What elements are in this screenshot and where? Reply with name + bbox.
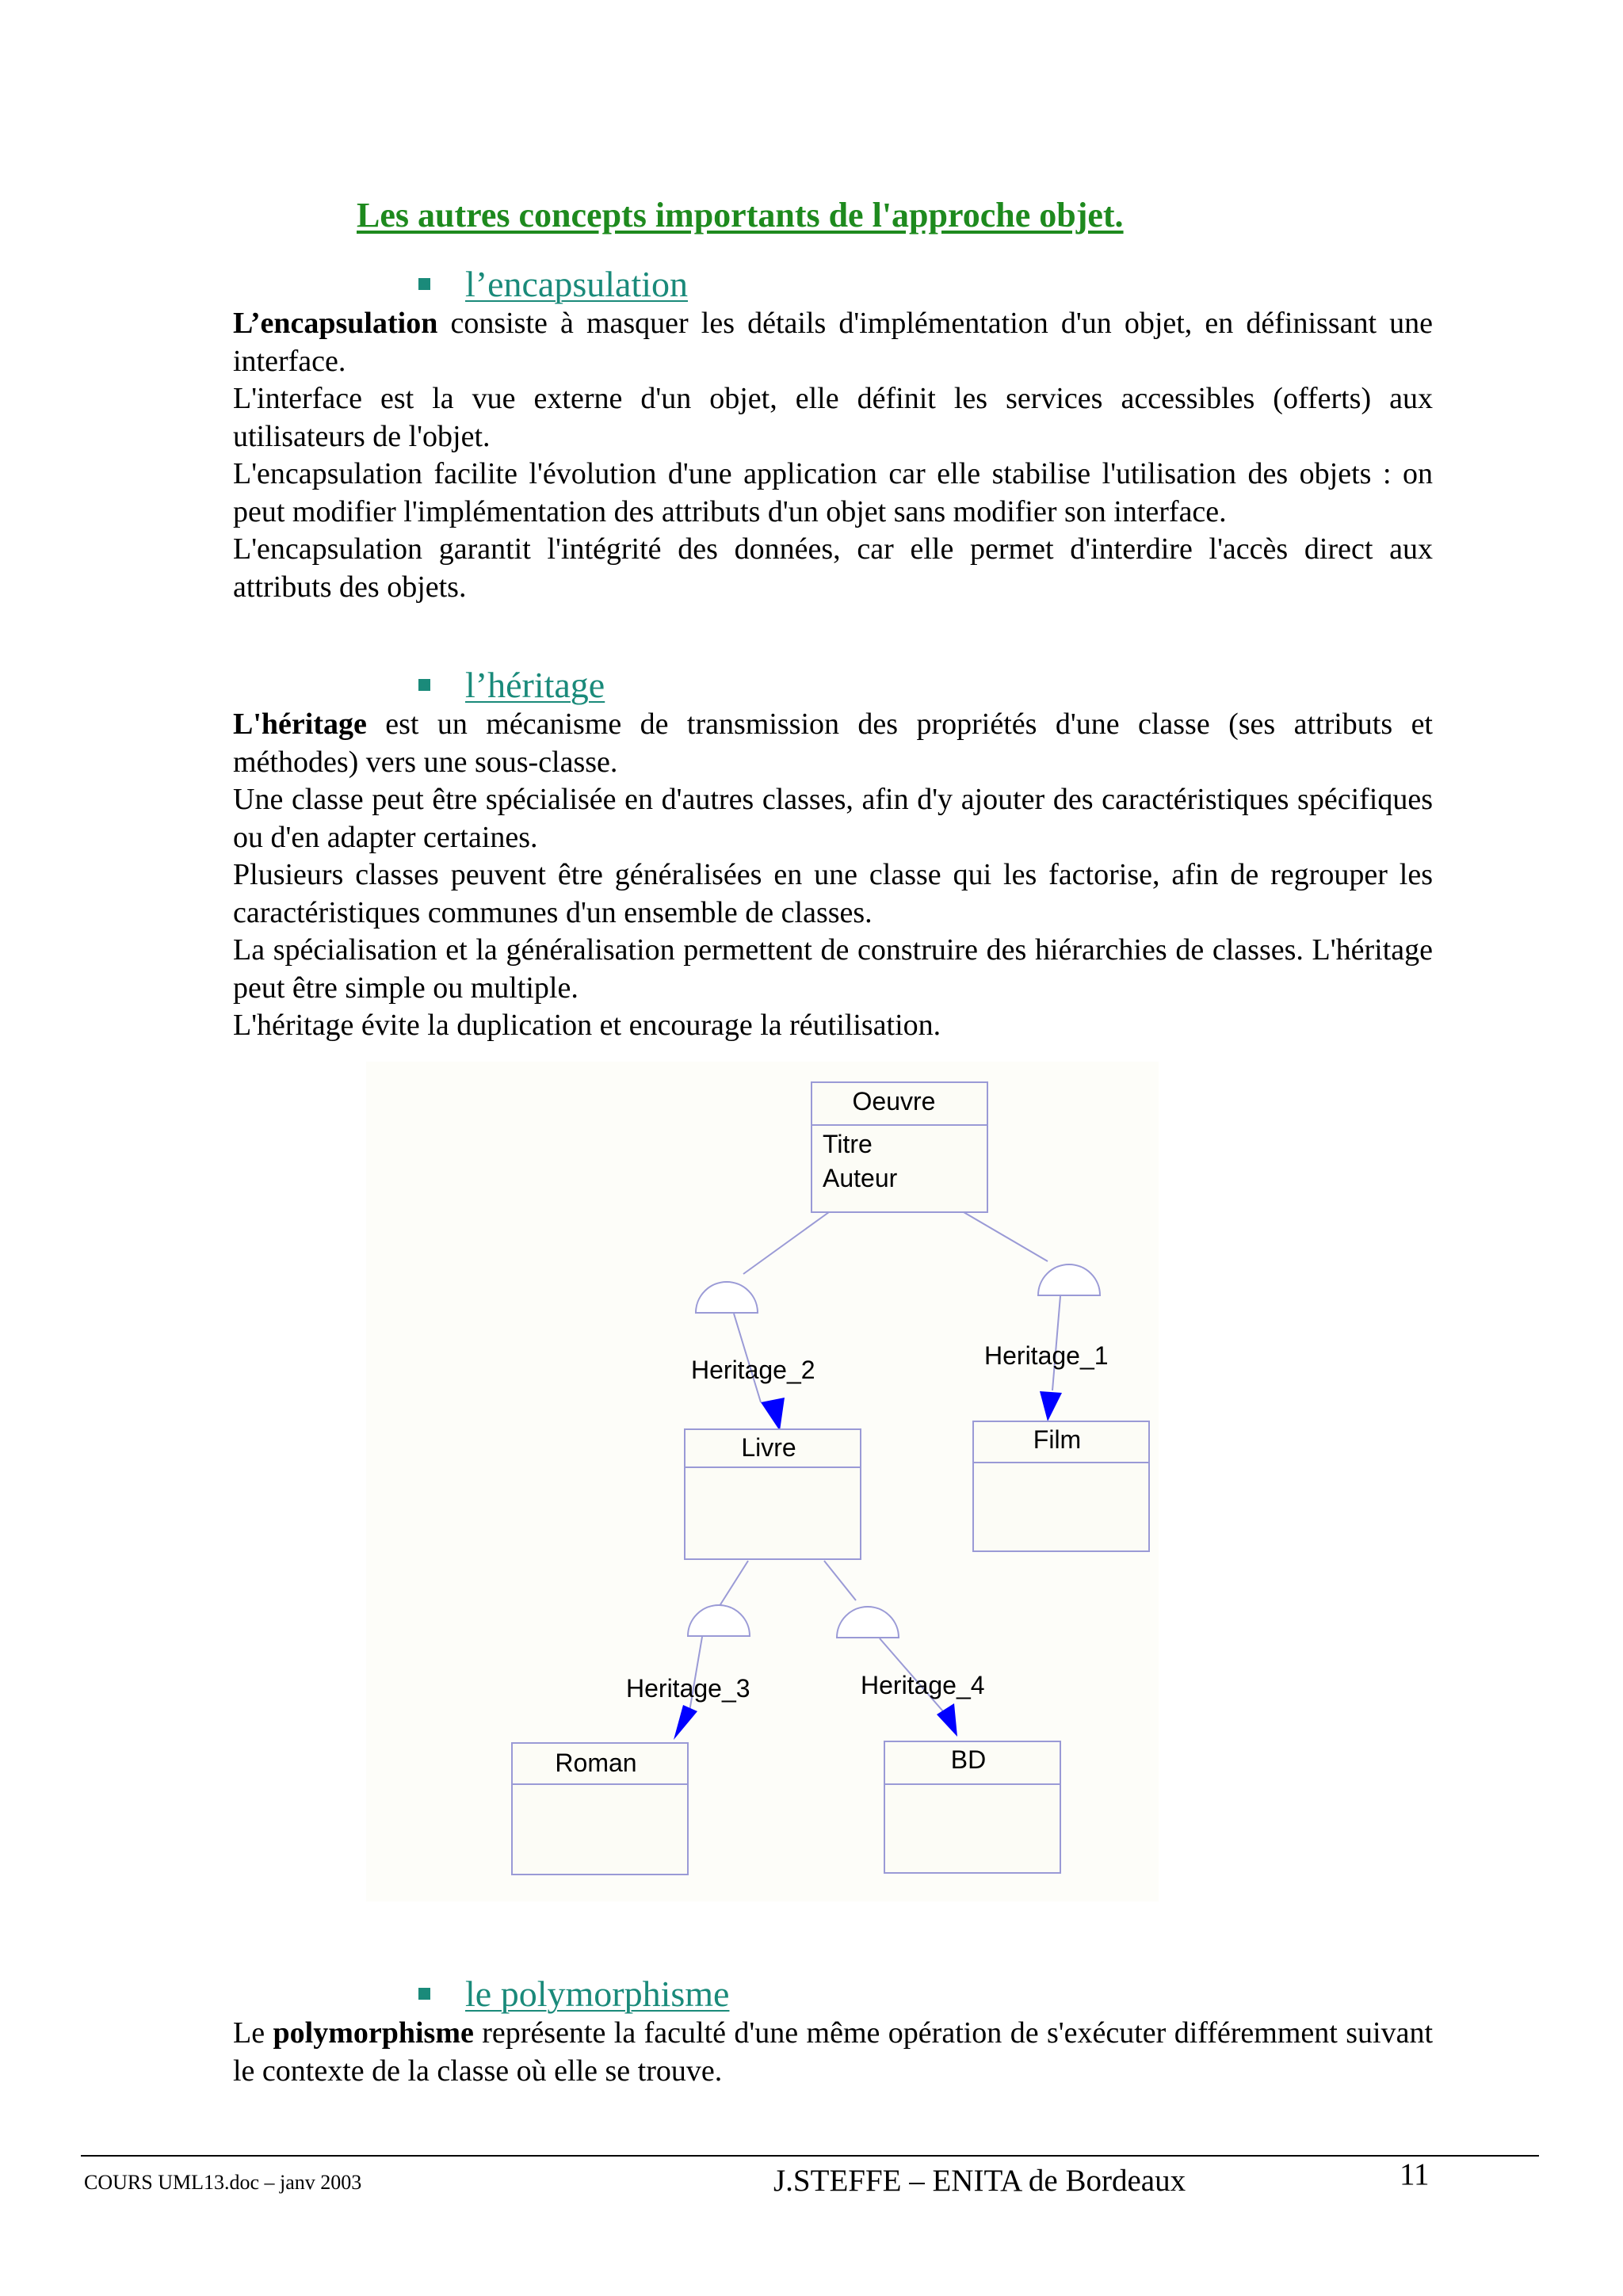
paragraph-text: représente la faculté d'une même opération de s'exécuter différemment suivant le contexte de la classe où elle se trouve. — [233, 2016, 1434, 2088]
class-name: Oeuvre — [852, 1087, 936, 1116]
relation-label-heritage-4: Heritage_4 — [861, 1671, 985, 1699]
class-oeuvre[interactable] — [812, 1082, 987, 1212]
bold-term: L'héritage — [233, 707, 367, 741]
class-roman[interactable] — [512, 1743, 688, 1875]
section-body-polymorphisme — [233, 2015, 1433, 2090]
class-attribute: Titre — [823, 1130, 873, 1158]
paragraph: L'encapsulation garantit l'intégrité des données, car elle permet d'interdire l'accès direct aux attributs des objets. — [233, 532, 1433, 604]
paragraph — [233, 2015, 1433, 2090]
class-attribute: Auteur — [823, 1164, 898, 1192]
class-livre[interactable] — [685, 1429, 861, 1559]
section-heading-label[interactable]: l’encapsulation — [465, 264, 689, 304]
paragraph-prefix: Le — [233, 2016, 273, 2050]
class-name: BD — [950, 1745, 987, 1774]
class-name: Roman — [555, 1749, 637, 1777]
page-number: 11 — [1400, 2157, 1430, 2191]
relation-label-heritage-1: Heritage_1 — [984, 1341, 1109, 1370]
class-name: Livre — [741, 1433, 796, 1462]
paragraph: La spécialisation et la généralisation permettent de construire des hiérarchies de classes. L'héritage peut être simple ou multiple. — [233, 933, 1433, 1005]
footer-document-name: COURS UML13.doc – janv 2003 — [84, 2171, 362, 2194]
class-name: Film — [1033, 1425, 1082, 1454]
paragraph-text: consiste à masquer les détails d'implémentation d'un objet, en définissant une interface. — [233, 307, 1433, 378]
relation-label-heritage-2: Heritage_2 — [691, 1356, 815, 1384]
section-heading-polymorphisme — [418, 1973, 729, 2015]
class-bd[interactable] — [884, 1741, 1060, 1873]
bold-term: polymorphisme — [273, 2016, 474, 2050]
paragraph-text: est un mécanisme de transmission des propriétés d'une classe (ses attributs et méthodes) vers une sous-classe. — [233, 707, 1433, 779]
bold-term: L’encapsulation — [233, 307, 438, 340]
paragraph: L'héritage évite la duplication et encourage la réutilisation. — [233, 1009, 941, 1042]
relation-label-heritage-3: Heritage_3 — [626, 1674, 750, 1703]
section-heading-label[interactable]: le polymorphisme — [465, 1974, 730, 2014]
page-title: Les autres concepts importants de l'approche objet. — [357, 196, 1124, 235]
footer-author: J.STEFFE – ENITA de Bordeaux — [773, 2164, 1186, 2198]
class-film[interactable] — [973, 1421, 1149, 1551]
paragraph: L'interface est la vue externe d'un objet, elle définit les services accessibles (offerts) aux utilisateurs de l'objet. — [233, 382, 1433, 453]
paragraph: Plusieurs classes peuvent être généralisées en une classe qui les factorise, afin de regrouper les caractéristiques communes d'un ensemble de classes. — [233, 858, 1433, 929]
bullet-icon — [418, 1988, 430, 2000]
footer-divider — [81, 2155, 1539, 2157]
paragraph: L'encapsulation facilite l'évolution d'une application car elle stabilise l'utilisation des objets : on peut modifier l'implémentation des attributs d'un objet sans modifier son interface. — [233, 457, 1433, 528]
paragraph: Une classe peut être spécialisée en d'autres classes, afin d'y ajouter des caractéristiques spécifiques ou d'en adapter certaines. — [233, 783, 1433, 854]
section-heading-label[interactable]: l’héritage — [465, 665, 605, 705]
